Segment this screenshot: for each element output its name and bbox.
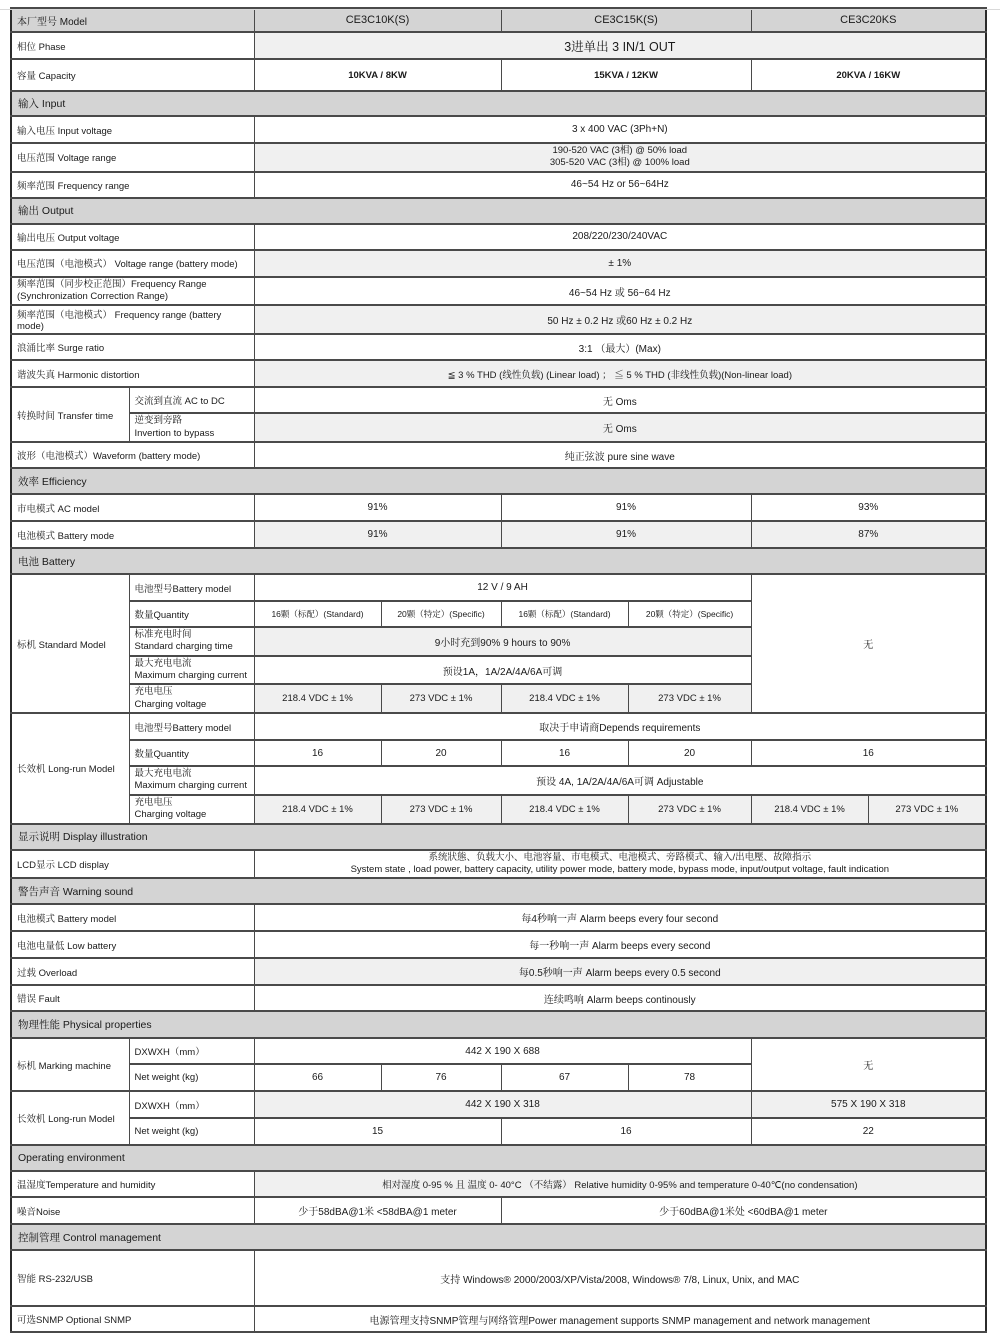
marking-machine-label: 标机 Marking machine [11,1038,129,1091]
snmp-label: 可选SNMP Optional SNMP [11,1306,254,1332]
transfer-time-label: 转换时间 Transfer time [11,387,129,442]
lr-charging-voltage-5: 218.4 VDC ± 1% [751,795,868,824]
input-frequency-range-label: 频率范围 Frequency range [11,172,254,198]
input-voltage-label: 输入电压 Input voltage [11,116,254,143]
transfer-invert-value: 无 Oms [254,413,986,442]
section-display-title: 显示说明 Display illustration [11,824,986,850]
phase-value: 3进单出 3 IN/1 OUT [254,32,986,59]
voltage-range-battery-label: 电压范围（电池模式） Voltage range (battery mode) [11,250,254,277]
std-charging-voltage-label-line2: Charging voltage [134,698,207,710]
warning-fault-value: 连续鸣响 Alarm beeps continously [254,985,986,1011]
input-voltage-range-line2: 305-520 VAC (3相) @ 100% load [549,157,690,169]
frequency-range-battery-label: 频率范围（电池模式） Frequency range (battery mode) [11,305,254,334]
lr-weight-2: 16 [501,1118,751,1145]
lr-max-current-label-line2: Maximum charging current [134,780,247,792]
row-lr-battery-model [11,713,986,740]
std-battery-model-label: 电池型号Battery model [129,574,254,601]
row-lr-weight [11,1118,986,1145]
voltage-range-battery-value: ± 1% [254,250,986,277]
efficiency-ac-ce3c15ks: 91% [501,494,751,521]
lr-quantity-3: 16 [501,740,628,766]
std-max-current-label [129,656,254,685]
efficiency-battery-label: 电池模式 Battery mode [11,521,254,548]
lr-charging-voltage-label-line1: 充电电压 [134,796,173,808]
std-battery-model-value: 12 V / 9 AH [254,574,751,601]
output-voltage-value: 208/220/230/240VAC [254,224,986,250]
section-battery-title: 电池 Battery [11,548,986,574]
efficiency-battery-ce3c15ks: 91% [501,521,751,548]
transfer-invert-label [129,413,254,442]
row-lr-charging-voltage [11,795,986,824]
lr-weight-label: Net weight (kg) [129,1118,254,1145]
lr-quantity-2: 20 [381,740,501,766]
row-rs232-usb [11,1250,986,1306]
frequency-range-battery-value: 50 Hz ± 0.2 Hz 或60 Hz ± 0.2 Hz [254,305,986,334]
temperature-humidity-value: 相对湿度 0-95 % 且 温度 0- 40°C （不结露） Relative humidity 0-95% and temperature 0-40℃(no condensation) [254,1171,986,1197]
lr-max-current-value: 预设 4A, 1A/2A/4A/6A可调 Adjustable [254,766,986,795]
lr-quantity-1: 16 [254,740,381,766]
model-column-ce3c20ks: CE3C20KS [751,8,986,32]
lr-dimensions-value-10k-15k: 442 X 190 X 318 [254,1091,751,1118]
marking-weight-2: 76 [381,1064,501,1091]
model-column-ce3c10ks: CE3C10K(S) [254,8,501,32]
waveform-value: 纯正弦波 pure sine wave [254,442,986,468]
std-quantity-label: 数量Quantity [129,601,254,627]
std-charging-voltage-4: 273 VDC ± 1% [628,684,751,713]
std-charging-time-value: 9小时充到90% 9 hours to 90% [254,627,751,656]
warning-low-battery-label: 电池电量低 Low battery [11,931,254,958]
row-model-header [11,8,986,32]
row-noise [11,1197,986,1224]
physical-longrun-label: 长效机 Long-run Model [11,1091,129,1145]
warning-fault-label: 错误 Fault [11,985,254,1011]
harmonic-distortion-label: 谐波失真 Harmonic distortion [11,360,254,387]
transfer-ac-to-dc-label: 交流到直流 AC to DC [129,387,254,413]
marking-weight-4: 78 [628,1064,751,1091]
row-phase [11,32,986,59]
marking-weight-3: 67 [501,1064,628,1091]
lr-battery-model-label: 电池型号Battery model [129,713,254,740]
section-warning-title: 警告声音 Warning sound [11,878,986,904]
model-header-label: 本厂型号 Model [11,8,254,32]
section-physical-title: 物理性能 Physical properties [11,1011,986,1038]
row-efficiency-battery [11,521,986,548]
temperature-humidity-label: 温湿度Temperature and humidity [11,1171,254,1197]
harmonic-distortion-value: ≦ 3 % THD (线性负载) (Linear load) ； ≦ 5 % THD (非线性负载)(Non-linear load) [254,360,986,387]
section-output [11,198,986,224]
row-surge-ratio [11,334,986,360]
section-output-title: 输出 Output [11,198,986,224]
lr-max-current-label-line1: 最大充电电流 [134,768,192,780]
row-voltage-range-battery [11,250,986,277]
marking-weight-label: Net weight (kg) [129,1064,254,1091]
lr-quantity-4: 20 [628,740,751,766]
spec-table [10,7,987,1333]
model-column-ce3c15ks: CE3C15K(S) [501,8,751,32]
row-snmp [11,1306,986,1332]
row-input-voltage-range [11,143,986,172]
lr-charging-voltage-label [129,795,254,824]
standard-model-label: 标机 Standard Model [11,574,129,713]
efficiency-ac-ce3c10ks: 91% [254,494,501,521]
section-control-title: 控制管理 Control management [11,1224,986,1250]
row-lcd-display [11,850,986,879]
marking-dimensions-value: 442 X 190 X 688 [254,1038,751,1064]
input-voltage-value: 3 x 400 VAC (3Ph+N) [254,116,986,143]
lr-weight-1: 15 [254,1118,501,1145]
lr-charging-voltage-1: 218.4 VDC ± 1% [254,795,381,824]
frequency-range-sync-label-line1: 频率范围（同步校正范围）Frequency Range [17,278,207,290]
std-charging-voltage-3: 218.4 VDC ± 1% [501,684,628,713]
section-warning [11,878,986,904]
section-input-title: 输入 Input [11,91,986,116]
row-output-voltage [11,224,986,250]
row-warning-fault [11,985,986,1011]
marking-dimensions-label: DXWXH（mm） [129,1038,254,1064]
warning-overload-label: 过载 Overload [11,958,254,985]
section-environment [11,1145,986,1171]
snmp-value: 电源管理支持SNMP管理与网络管理Power management supports SNMP management and network management [254,1306,986,1332]
capacity-ce3c15ks: 15KVA / 12KW [501,59,751,91]
lcd-display-line2: System state , load power, battery capacity, utility power mode, battery mode, bypass mode, input/output voltage, fault indication [350,863,890,875]
efficiency-ac-ce3c20ks: 93% [751,494,986,521]
efficiency-battery-ce3c20ks: 87% [751,521,986,548]
lr-charging-voltage-4: 273 VDC ± 1% [628,795,751,824]
page-top-rule [0,9,1000,10]
std-quantity-4: 20颗（特定）(Specific) [628,601,751,627]
row-lr-dimensions [11,1091,986,1118]
row-capacity [11,59,986,91]
warning-overload-value: 每0.5秒响一声 Alarm beeps every 0.5 second [254,958,986,985]
lcd-display-label: LCD显示 LCD display [11,850,254,879]
output-voltage-label: 输出电压 Output voltage [11,224,254,250]
row-lr-max-current [11,766,986,795]
noise-value-ce3c15ks-ce3c20ks: 少于60dBA@1米处 <60dBA@1 meter [501,1197,986,1224]
lr-dimensions-label: DXWXH（mm） [129,1091,254,1118]
lcd-display-value [254,850,986,879]
row-warning-battery [11,904,986,931]
transfer-ac-to-dc-value: 无 Oms [254,387,986,413]
lr-charging-voltage-2: 273 VDC ± 1% [381,795,501,824]
noise-label: 噪音Noise [11,1197,254,1224]
row-efficiency-ac [11,494,986,521]
section-input [11,91,986,116]
input-frequency-range-value: 46~54 Hz or 56~64Hz [254,172,986,198]
std-charging-voltage-2: 273 VDC ± 1% [381,684,501,713]
input-voltage-range-label: 电压范围 Voltage range [11,143,254,172]
lr-charging-voltage-label-line2: Charging voltage [134,809,207,821]
std-quantity-3: 16颗（标配）(Standard) [501,601,628,627]
section-display [11,824,986,850]
row-transfer-invert-to-bypass [11,413,986,442]
surge-ratio-value: 3:1 （最大）(Max) [254,334,986,360]
section-physical [11,1011,986,1038]
phase-label: 相位 Phase [11,32,254,59]
row-warning-low-battery [11,931,986,958]
transfer-invert-label-line1: 逆变到旁路 [134,415,183,427]
std-charging-voltage-1: 218.4 VDC ± 1% [254,684,381,713]
rs232-usb-label: 智能 RS-232/USB [11,1250,254,1306]
transfer-invert-label-line2: Invertion to bypass [134,427,215,439]
input-voltage-range-line1: 190-520 VAC (3相) @ 50% load [552,145,688,156]
capacity-label: 容量 Capacity [11,59,254,91]
section-control [11,1224,986,1250]
section-battery [11,548,986,574]
warning-low-battery-value: 每一秒响一声 Alarm beeps every second [254,931,986,958]
efficiency-battery-ce3c10ks: 91% [254,521,501,548]
marking-none-ce3c20ks: 无 [751,1038,986,1091]
capacity-ce3c20ks: 20KVA / 16KW [751,59,986,91]
row-marking-dimensions [11,1038,986,1064]
std-max-current-label-line1: 最大充电电流 [134,657,192,669]
marking-weight-1: 66 [254,1064,381,1091]
capacity-ce3c10ks: 10KVA / 8KW [254,59,501,91]
std-quantity-2: 20颗（特定）(Specific) [381,601,501,627]
std-charging-time-label [129,627,254,656]
frequency-range-sync-label-line2: (Synchronization Correction Range) [17,291,169,303]
row-transfer-ac-to-dc [11,387,986,413]
row-std-battery-model [11,574,986,601]
efficiency-ac-label: 市电模式 AC model [11,494,254,521]
input-voltage-range-value [254,143,986,172]
section-environment-title: Operating environment [11,1145,986,1171]
lr-max-current-label [129,766,254,795]
section-efficiency-title: 效率 Efficiency [11,468,986,494]
surge-ratio-label: 浪涌比率 Surge ratio [11,334,254,360]
frequency-range-sync-label [11,277,254,306]
std-charging-voltage-label-line1: 充电电压 [134,686,173,698]
section-efficiency [11,468,986,494]
std-charging-time-label-line1: 标准充电时间 [134,629,192,641]
row-warning-overload [11,958,986,985]
frequency-range-sync-value: 46~54 Hz 或 56~64 Hz [254,277,986,306]
lr-quantity-label: 数量Quantity [129,740,254,766]
noise-value-ce3c10ks: 少于58dBA@1米 <58dBA@1 meter [254,1197,501,1224]
row-input-voltage [11,116,986,143]
lr-charging-voltage-6: 273 VDC ± 1% [868,795,986,824]
warning-battery-value: 每4秒响一声 Alarm beeps every four second [254,904,986,931]
row-frequency-range-sync [11,277,986,306]
std-quantity-1: 16颗（标配）(Standard) [254,601,381,627]
row-harmonic-distortion [11,360,986,387]
row-temperature-humidity [11,1171,986,1197]
longrun-model-label: 长效机 Long-run Model [11,713,129,823]
row-input-frequency-range [11,172,986,198]
rs232-usb-value: 支持 Windows® 2000/2003/XP/Vista/2008, Windows® 7/8, Linux, Unix, and MAC [254,1250,986,1306]
lr-quantity-5: 16 [751,740,986,766]
std-charging-time-label-line2: Standard charging time [134,641,233,653]
lcd-display-line1: 系统狀態、负载大小、电池容量、市电模式、电池模式、旁路模式、输入/出电壓、故障指示 [428,851,812,863]
row-waveform [11,442,986,468]
row-frequency-range-battery [11,305,986,334]
lr-battery-model-value: 取决于申请商Depends requirements [254,713,986,740]
warning-battery-label: 电池模式 Battery model [11,904,254,931]
lr-dimensions-value-20k: 575 X 190 X 318 [751,1091,986,1118]
std-max-current-label-line2: Maximum charging current [134,670,247,682]
std-max-current-value: 预设1A，1A/2A/4A/6A可调 [254,656,751,685]
std-charging-voltage-label [129,684,254,713]
lr-charging-voltage-3: 218.4 VDC ± 1% [501,795,628,824]
row-lr-quantity [11,740,986,766]
lr-weight-3: 22 [751,1118,986,1145]
waveform-label: 波形（电池模式）Waveform (battery mode) [11,442,254,468]
std-battery-none-ce3c20ks: 无 [751,574,986,713]
